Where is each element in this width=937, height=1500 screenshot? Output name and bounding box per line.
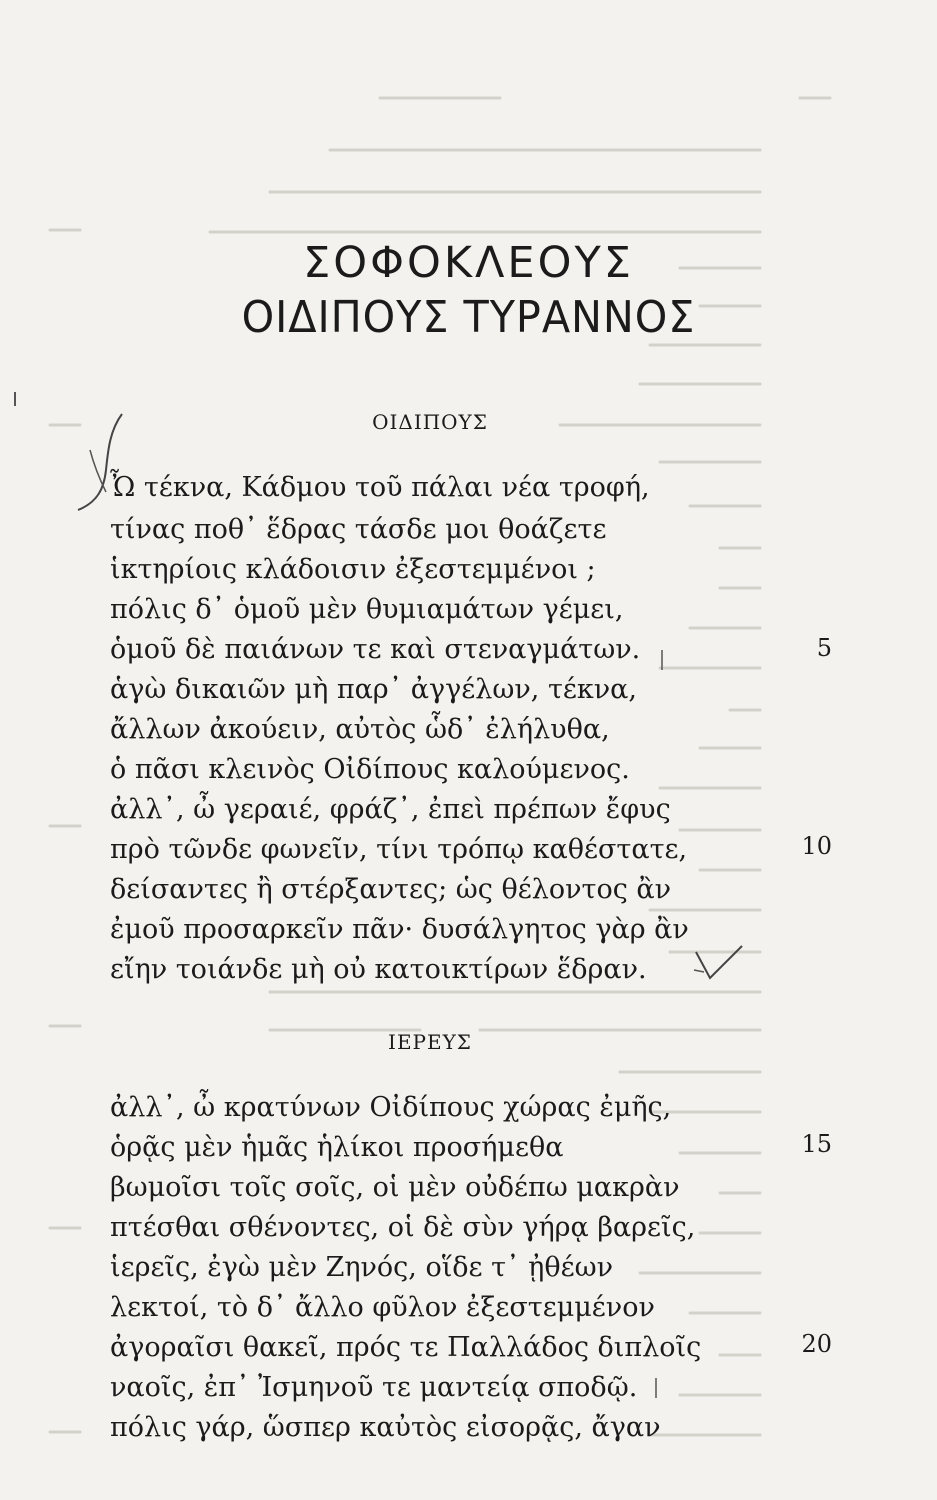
verse-line: εἴην τοιάνδε μὴ οὐ κατοικτίρων ἕδραν. — [110, 954, 647, 985]
verse-line: πρὸ τῶνδε φωνεῖν, τίνι τρόπῳ καθέστατε, — [110, 834, 688, 865]
speaker-heading-oedipus: ΟΙΔΙΠΟΥΣ — [372, 410, 488, 434]
author-title: ΣΟΦΟΚΛΕΟΥΣ — [303, 238, 634, 288]
verse-line: ἀλλ᾽, ὦ γεραιέ, φράζ᾽, ἐπεὶ πρέπων ἔφυς — [110, 794, 671, 825]
verse-line: ἄλλων ἀκούειν, αὐτὸς ὧδ᾽ ἐλήλυθα, — [110, 714, 610, 745]
verse-line: λεκτοί, τὸ δ᾽ ἄλλο φῦλον ἐξεστεμμένον — [110, 1292, 655, 1323]
verse-line: ἐμοῦ προσαρκεῖν πᾶν· δυσάλγητος γὰρ ἂν — [110, 914, 689, 945]
verse-line: ναοῖς, ἐπ᾽ Ἰσμηνοῦ τε μαντείᾳ σποδῷ. — [110, 1372, 638, 1403]
verse-line: ἱερεῖς, ἐγὼ μὲν Ζηνός, οἵδε τ᾽ ᾐθέων — [110, 1252, 613, 1283]
line-number: 5 — [816, 634, 832, 662]
verse-line: ὁμοῦ δὲ παιάνων τε καὶ στεναγμάτων. — [110, 634, 641, 665]
speaker-heading-priest: ΙΕΡΕΥΣ — [388, 1030, 472, 1054]
line-number: 10 — [801, 832, 832, 860]
line-number: 20 — [801, 1330, 832, 1358]
pencil-check-mark-icon — [690, 940, 750, 990]
verse-line: ὁ πᾶσι κλεινὸς Οἰδίπους καλούμενος. — [110, 754, 630, 785]
verse-line: πόλις γάρ, ὥσπερ καὐτὸς εἰσορᾷς, ἄγαν — [110, 1412, 661, 1443]
verse-line: ἁγὼ δικαιῶν μὴ παρ᾽ ἀγγέλων, τέκνα, — [110, 674, 637, 705]
verse-line: πόλις δ᾽ ὁμοῦ μὲν θυμιαμάτων γέμει, — [110, 594, 624, 625]
verse-line: δείσαντες ἢ στέρξαντες; ὡς θέλοντος ἂν — [110, 874, 672, 905]
verse-line: ὁρᾷς μὲν ἡμᾶς ἡλίκοι προσήμεθα — [110, 1132, 564, 1163]
verse-line: ἀλλ᾽, ὦ κρατύνων Οἰδίπους χώρας ἐμῆς, — [110, 1092, 672, 1123]
verse-line: ἀγοραῖσι θακεῖ, πρός τε Παλλάδος διπλοῖς — [110, 1332, 702, 1363]
verse-line: Ὦ τέκνα, Κάδμου τοῦ πάλαι νέα τροφή, — [110, 472, 650, 503]
verse-line: πτέσθαι σθένοντες, οἱ δὲ σὺν γήρᾳ βαρεῖς, — [110, 1212, 696, 1243]
verse-line: τίνας ποθ᾽ ἕδρας τάσδε μοι θοάζετε — [110, 514, 607, 545]
pencil-divider-mark-icon — [652, 1376, 660, 1400]
pencil-divider-mark-icon — [658, 648, 666, 672]
margin-tick-mark-icon — [10, 390, 20, 410]
verse-line: βωμοῖσι τοῖς σοῖς, οἱ μὲν οὐδέπω μακρὰν — [110, 1172, 680, 1203]
line-number: 15 — [801, 1130, 832, 1158]
work-title: ΟΙΔΙΠΟΥΣ ΤΥΡΑΝΝΟΣ — [241, 292, 696, 343]
verse-line: ἱκτηρίοις κλάδοισιν ἐξεστεμμένοι ; — [110, 554, 596, 585]
